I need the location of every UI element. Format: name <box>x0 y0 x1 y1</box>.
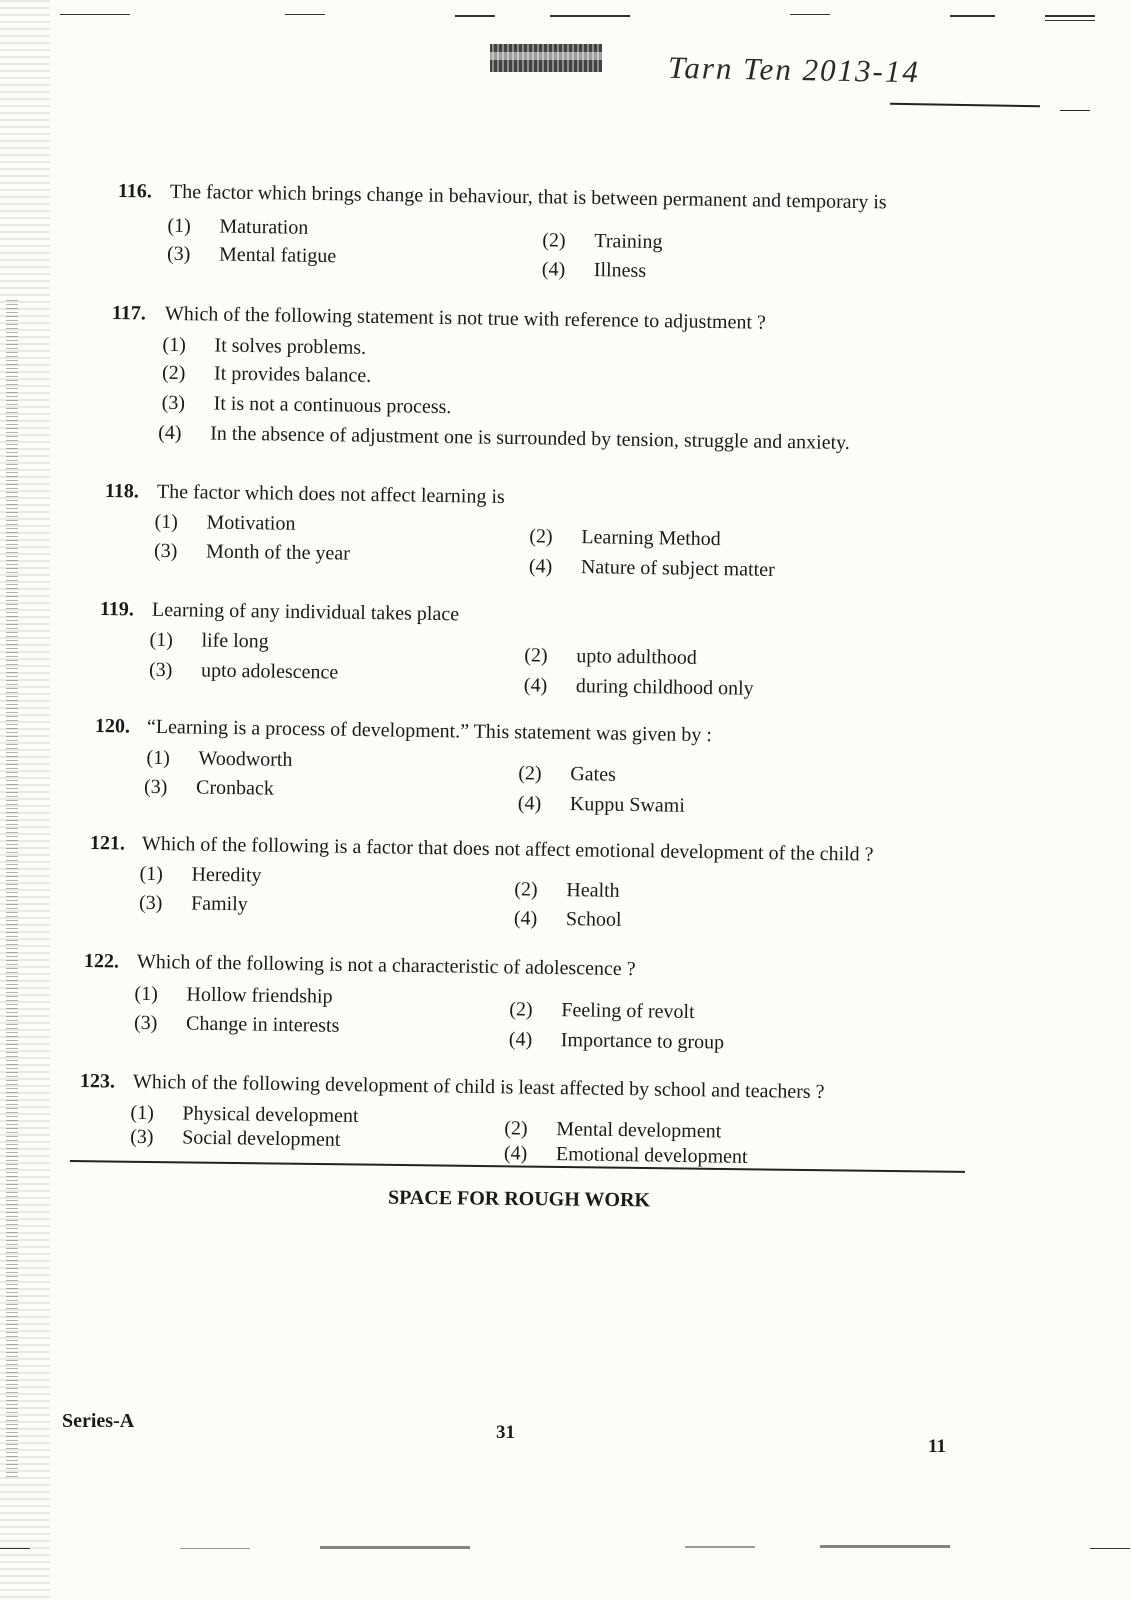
option-2 <box>529 525 721 551</box>
option-3 <box>161 392 451 419</box>
option-text: Woodworth <box>198 747 293 771</box>
option-number: (1) <box>162 333 187 357</box>
option-4 <box>518 792 685 817</box>
option-2 <box>514 878 620 903</box>
question-number: 122. <box>83 950 120 973</box>
option-text: life long <box>201 629 269 653</box>
question-number: 119. <box>99 598 135 621</box>
option-number: (1) <box>167 214 191 238</box>
option-2 <box>509 998 695 1024</box>
option-3 <box>149 659 338 685</box>
page-number-right: 11 <box>928 1436 946 1457</box>
option-number: (2) <box>524 644 548 667</box>
option-3 <box>154 540 350 566</box>
question-number: 123. <box>79 1070 116 1093</box>
option-text: School <box>565 908 622 931</box>
option-text: Physical development <box>182 1102 359 1128</box>
scan-top-mark <box>550 15 630 17</box>
option-text: Mental development <box>556 1118 722 1143</box>
option-number: (2) <box>504 1117 528 1140</box>
option-text: Gates <box>570 763 617 786</box>
option-text: It is not a continuous process. <box>213 392 452 419</box>
option-number: (3) <box>138 891 163 915</box>
option-number: (2) <box>542 229 566 252</box>
option-4 <box>542 258 647 283</box>
option-number: (4) <box>503 1142 528 1165</box>
option-3 <box>134 1012 340 1038</box>
scan-bottom-mark <box>180 1548 250 1549</box>
scan-top-mark <box>60 14 130 15</box>
option-1 <box>149 629 269 654</box>
option-4 <box>514 907 622 932</box>
option-4 <box>158 422 850 455</box>
option-text: Month of the year <box>205 540 351 565</box>
option-text: Emotional development <box>555 1143 748 1168</box>
option-text: Nature of subject matter <box>580 556 775 581</box>
option-2 <box>518 762 616 786</box>
question-number: 117. <box>111 302 147 325</box>
scan-top-mark <box>1045 15 1095 17</box>
option-text: upto adolescence <box>200 659 339 684</box>
question-number: 116. <box>117 179 153 203</box>
option-number: (2) <box>509 998 533 1021</box>
option-4 <box>529 555 775 582</box>
scan-top-mark <box>790 14 830 15</box>
question-text: Which of the following statement is not true with reference to adjustment ? <box>164 302 767 334</box>
option-number: (1) <box>134 982 158 1006</box>
option-number: (4) <box>541 258 566 281</box>
option-2 <box>542 229 662 254</box>
option-4 <box>524 674 754 700</box>
option-text: Feeling of revolt <box>561 999 695 1024</box>
option-3 <box>144 776 274 801</box>
option-3 <box>139 892 248 917</box>
option-text: Training <box>594 230 663 254</box>
option-number: (1) <box>149 628 174 652</box>
option-text: Kuppu Swami <box>569 793 686 817</box>
question-text: The factor which does not affect learning is <box>156 480 505 508</box>
option-number: (4) <box>523 674 548 697</box>
option-number: (1) <box>154 510 179 534</box>
option-text: Family <box>190 892 248 916</box>
option-1 <box>167 215 308 240</box>
option-text: during childhood only <box>575 675 754 700</box>
option-1 <box>134 983 332 1009</box>
option-1 <box>146 747 292 772</box>
option-text: Mental fatigue <box>218 243 337 268</box>
option-text: Learning Method <box>581 526 721 551</box>
option-number: (4) <box>517 792 542 815</box>
option-1 <box>154 511 295 536</box>
option-number: (2) <box>161 361 186 385</box>
option-number: (3) <box>133 1011 158 1035</box>
question-text: The factor which brings change in behaviour, that is between permanent and temporary is <box>169 180 887 214</box>
option-3 <box>130 1126 341 1152</box>
option-text: In the absence of adjustment one is surrounded by tension, struggle and anxiety. <box>210 422 850 454</box>
option-number: (3) <box>166 242 191 266</box>
option-number: (4) <box>513 907 538 930</box>
option-text: Cronback <box>195 776 275 800</box>
option-number: (4) <box>508 1028 533 1051</box>
option-1 <box>162 334 366 360</box>
option-text: Maturation <box>219 215 309 239</box>
question-number: 121. <box>89 832 126 855</box>
option-text: Health <box>566 879 620 902</box>
scan-top-mark <box>455 15 495 17</box>
option-1 <box>130 1102 358 1128</box>
option-number: (3) <box>161 391 186 415</box>
question-text: “Learning is a process of development.” This statement was given by : <box>146 715 713 747</box>
question-text: Which of the following is not a characteristic of adolescence ? <box>136 950 636 981</box>
option-text: upto adulthood <box>576 645 698 669</box>
option-number: (3) <box>148 658 173 682</box>
option-number: (2) <box>529 525 553 548</box>
option-text: Heredity <box>191 863 262 887</box>
option-2 <box>504 1117 721 1143</box>
series-label: Series-A <box>62 1410 135 1432</box>
handwritten-underline <box>890 103 1040 108</box>
option-text: Social development <box>181 1126 341 1151</box>
option-number: (2) <box>518 762 542 785</box>
scan-bottom-mark <box>1090 1548 1130 1549</box>
option-number: (1) <box>146 746 171 770</box>
option-number: (4) <box>158 421 182 445</box>
option-4 <box>509 1028 725 1054</box>
option-number: (1) <box>130 1101 155 1125</box>
option-text: Importance to group <box>560 1029 725 1054</box>
header-stamp <box>490 44 602 72</box>
option-number: (4) <box>528 555 553 578</box>
option-number: (3) <box>153 539 178 563</box>
option-2 <box>524 644 697 670</box>
question-number: 118. <box>104 480 140 503</box>
scan-top-mark <box>285 14 325 15</box>
handwritten-underline <box>1060 110 1090 111</box>
scan-bottom-mark <box>685 1546 755 1548</box>
scan-bottom-mark <box>820 1545 950 1548</box>
handwritten-note: Tarn Ten 2013-14 <box>667 49 921 90</box>
scan-bottom-mark <box>320 1546 470 1549</box>
option-number: (3) <box>143 775 168 799</box>
option-1 <box>139 863 261 888</box>
option-number: (3) <box>130 1125 154 1149</box>
option-text: Motivation <box>206 511 296 535</box>
page-number-center: 31 <box>496 1422 515 1443</box>
question-text: Which of the following development of child is least affected by school and teachers ? <box>132 1070 825 1104</box>
option-text: Change in interests <box>185 1012 340 1037</box>
rough-work-label: SPACE FOR ROUGH WORK <box>387 1186 651 1212</box>
scan-bottom-mark <box>0 1548 30 1549</box>
question-text: Which of the following is a factor that does not affect emotional development of the child ? <box>141 832 874 866</box>
option-3 <box>167 243 337 269</box>
scan-top-mark <box>950 15 995 17</box>
option-text: Hollow friendship <box>186 983 333 1008</box>
option-text: Illness <box>593 259 647 282</box>
option-2 <box>162 362 371 388</box>
option-number: (2) <box>514 878 538 901</box>
question-text: Learning of any individual takes place <box>151 598 460 626</box>
option-number: (1) <box>139 862 164 886</box>
scan-binding-edge <box>0 0 50 1600</box>
option-text: It solves problems. <box>214 334 367 359</box>
option-text: It provides balance. <box>213 362 372 387</box>
question-number: 120. <box>94 715 131 738</box>
scan-top-mark <box>1045 20 1095 21</box>
